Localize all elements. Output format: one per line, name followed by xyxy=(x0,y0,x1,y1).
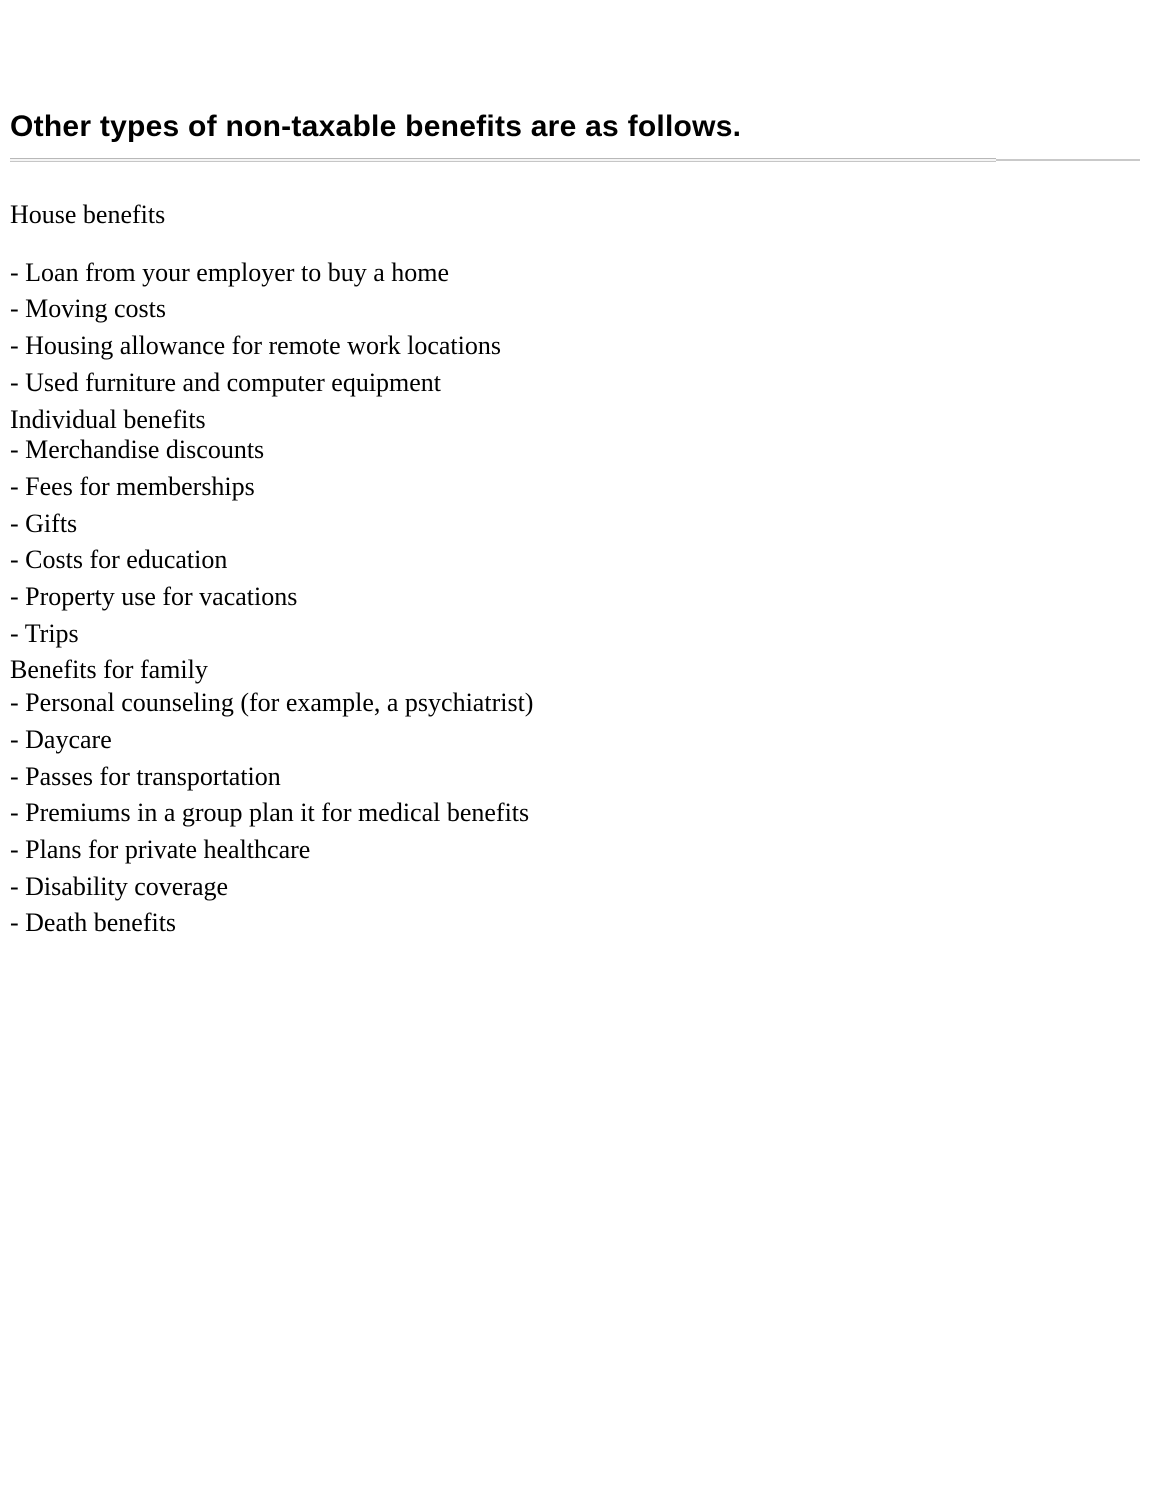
benefit-list-group-family xyxy=(10,685,1140,942)
list-line: - Housing allowance for remote work locations xyxy=(10,331,501,361)
page-title: Other types of non-taxable benefits are as follows. xyxy=(10,110,742,143)
list-line: - Moving costs xyxy=(10,294,166,324)
list-line: - Used furniture and computer equipment xyxy=(10,367,442,397)
list-line: - Loan from your employer to buy a home xyxy=(10,257,449,287)
list-line: - Property use for vacations xyxy=(10,582,298,612)
list-line: - Gifts xyxy=(10,508,78,538)
divider-main-segment xyxy=(10,158,996,162)
list-line: - Plans for private healthcare xyxy=(10,834,311,864)
list-line: - Passes for transportation xyxy=(10,761,281,791)
list-line: - Fees for memberships xyxy=(10,471,255,501)
list-line: - Costs for education xyxy=(10,545,228,575)
list-line: - Disability coverage xyxy=(10,871,229,901)
section-label-individual-benefits: Individual benefits xyxy=(10,404,206,434)
divider-extension-segment xyxy=(996,159,1140,161)
heading-divider xyxy=(10,158,1140,163)
list-line: - Death benefits xyxy=(10,908,177,938)
section-label-benefits-for-family: Benefits for family xyxy=(10,655,208,685)
list-line: - Daycare xyxy=(10,724,112,754)
list-line: - Trips xyxy=(10,618,79,648)
list-line: - Personal counseling (for example, a psychiatrist) xyxy=(10,688,534,718)
list-line: - Premiums in a group plan it for medical benefits xyxy=(10,798,530,828)
benefit-list-group-individual xyxy=(10,432,1140,689)
list-line: - Merchandise discounts xyxy=(10,435,265,465)
benefit-list-group-house xyxy=(10,255,1140,439)
section-label-house-benefits: House benefits xyxy=(10,200,166,229)
